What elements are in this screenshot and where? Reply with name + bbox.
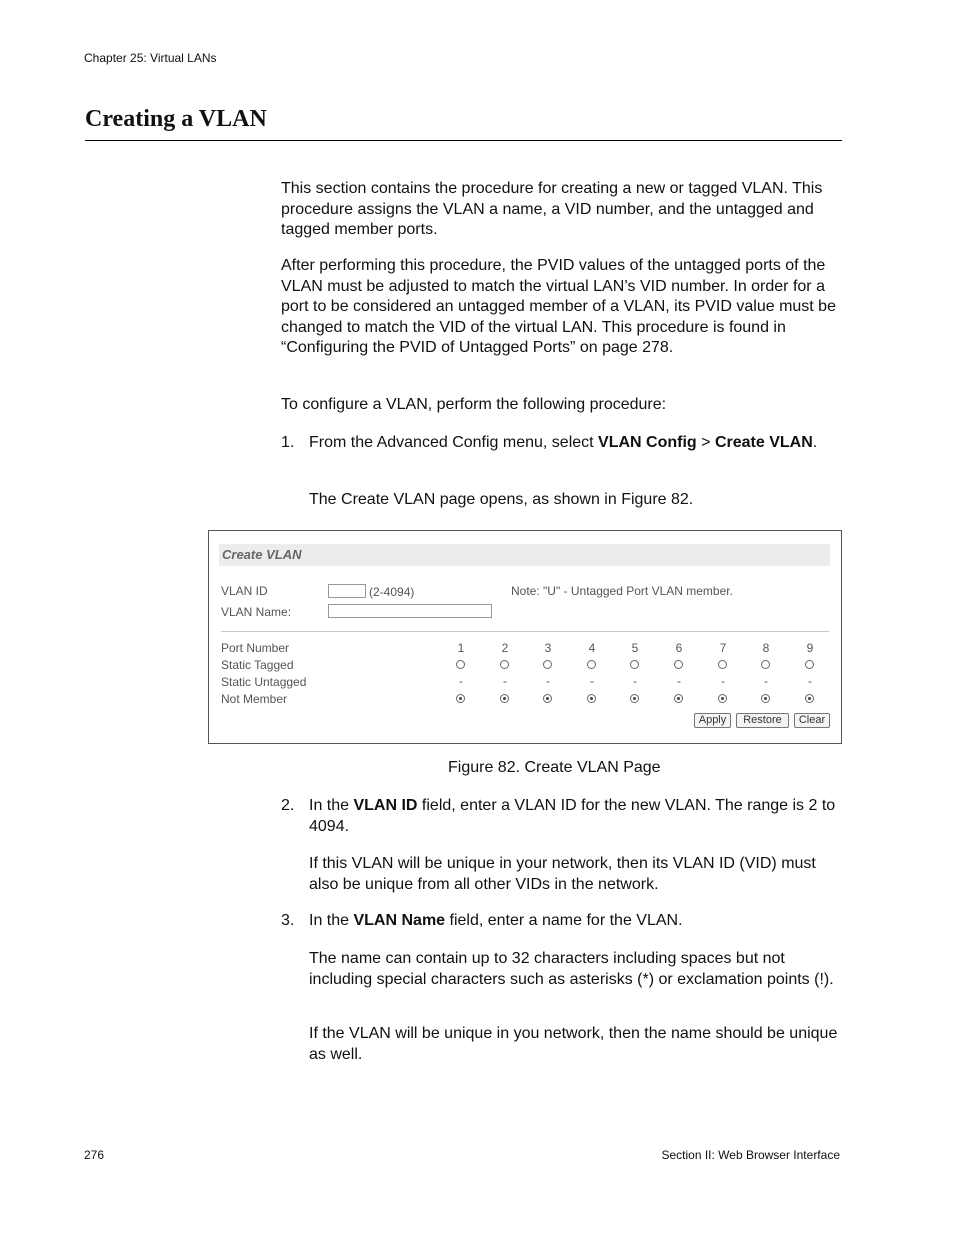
not-member-radio-9[interactable] [805,694,814,703]
port-number-6: 6 [675,641,683,655]
static-untagged-placeholder-5: - [633,674,637,688]
step-number: 2. [281,797,295,814]
step-number: 3. [281,912,295,929]
apply-button[interactable]: Apply [694,713,731,728]
step-1 [281,433,851,474]
vlan-name-label: VLAN Name: [221,605,292,619]
divider [221,631,829,632]
not-member-label: Not Member [221,692,288,706]
static-untagged-placeholder-7: - [721,674,725,688]
not-member-radio-7[interactable] [718,694,727,703]
static-tagged-radio-8[interactable] [761,660,770,669]
step-text: In the VLAN Name field, enter a name for the VLAN. [309,912,683,929]
step-text: From the Advanced Config menu, select VLAN Config > Create VLAN. [309,434,818,451]
port-number-3: 3 [544,641,552,655]
clear-button[interactable]: Clear [794,713,830,728]
static-tagged-radio-7[interactable] [718,660,727,669]
vlan-id-input[interactable] [328,584,366,598]
not-member-radio-6[interactable] [674,694,683,703]
port-number-5: 5 [631,641,639,655]
port-number-4: 4 [588,641,596,655]
pvid-paragraph: After performing this procedure, the PVID values of the untagged ports of the VLAN must be adjusted to match the virtual LAN’s VID number. In order for a port to be considered an untagged member of a VLAN, its PVID value must be changed to match the VID of the virtual LAN. This procedure is found in “Configuring the PVID of Untagged Ports” on page 278. [281,257,836,356]
static-tagged-radio-3[interactable] [543,660,552,669]
not-member-radio-3[interactable] [543,694,552,703]
static-tagged-radio-6[interactable] [674,660,683,669]
restore-button[interactable]: Restore [736,713,789,728]
static-tagged-radio-5[interactable] [630,660,639,669]
vlan-name-input[interactable] [328,604,492,618]
static-untagged-placeholder-8: - [764,674,768,688]
static-untagged-placeholder-3: - [546,674,550,688]
step-number: 1. [281,434,295,451]
section-title: Creating a VLAN [85,106,267,132]
title-rule [85,140,842,141]
static-tagged-label: Static Tagged [221,658,294,672]
static-tagged-radio-9[interactable] [805,660,814,669]
step-3-note-1: The name can contain up to 32 characters including spaces but not including special characters such as asterisks (*) or exclamation points (!). [309,950,834,988]
not-member-radio-1[interactable] [456,694,465,703]
figure-caption: Figure 82. Create VLAN Page [448,759,661,776]
panel-title: Create VLAN [219,544,830,566]
static-untagged-placeholder-1: - [459,674,463,688]
static-untagged-placeholder-2: - [503,674,507,688]
procedure-intro: To configure a VLAN, perform the following procedure: [281,396,667,413]
static-tagged-radio-2[interactable] [500,660,509,669]
port-number-label: Port Number [221,641,290,655]
not-member-radio-2[interactable] [500,694,509,703]
step-3-note-2: If the VLAN will be unique in you network, then the name should be unique as well. [309,1025,838,1063]
port-number-2: 2 [501,641,509,655]
step-3 [281,911,851,932]
static-untagged-placeholder-4: - [590,674,594,688]
untagged-note: Note: "U" - Untagged Port VLAN member. [511,584,733,598]
step-2 [281,796,851,837]
create-vlan-figure [208,530,842,744]
vlan-id-range: (2-4094) [369,585,415,599]
chapter-header: Chapter 25: Virtual LANs [84,51,217,65]
page-number: 276 [84,1148,105,1162]
port-number-1: 1 [457,641,465,655]
vlan-id-label: VLAN ID [221,584,268,598]
not-member-radio-4[interactable] [587,694,596,703]
port-number-7: 7 [719,641,727,655]
static-untagged-placeholder-9: - [808,674,812,688]
not-member-radio-8[interactable] [761,694,770,703]
port-number-8: 8 [762,641,770,655]
step-2-note: If this VLAN will be unique in your network, then its VLAN ID (VID) must also be unique from all other VIDs in the network. [309,855,816,893]
footer-section: Section II: Web Browser Interface [661,1148,840,1162]
step-text: In the VLAN ID field, enter a VLAN ID for the new VLAN. The range is 2 to 4094. [309,797,836,835]
step-1-note: The Create VLAN page opens, as shown in Figure 82. [309,491,694,508]
static-tagged-radio-1[interactable] [456,660,465,669]
port-number-9: 9 [806,641,814,655]
static-untagged-placeholder-6: - [677,674,681,688]
static-tagged-radio-4[interactable] [587,660,596,669]
static-untagged-label: Static Untagged [221,675,307,689]
intro-paragraph: This section contains the procedure for creating a new or tagged VLAN. This procedure assigns the VLAN a name, a VID number, and the untagged and tagged member ports. [281,180,823,238]
not-member-radio-5[interactable] [630,694,639,703]
